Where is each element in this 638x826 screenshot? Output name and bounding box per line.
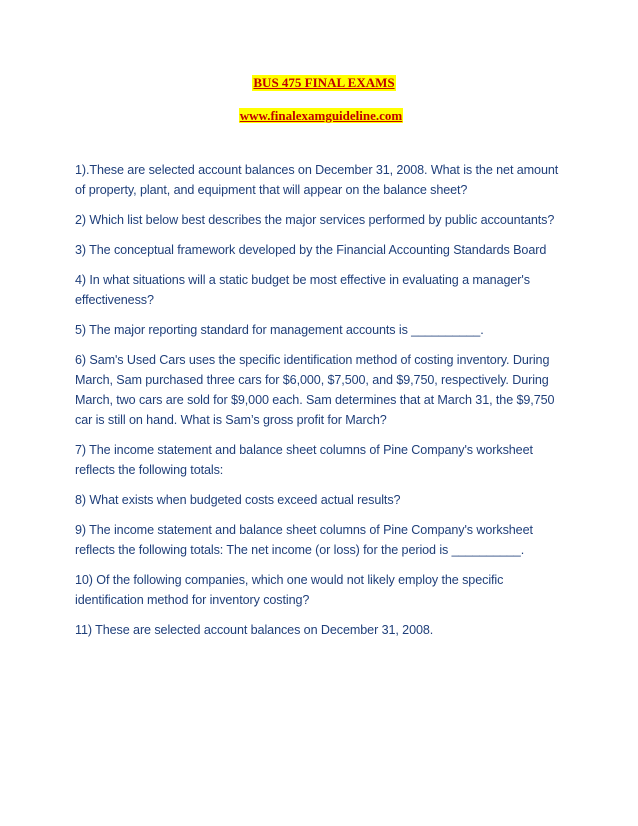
question-list (75, 160, 567, 650)
question-item: 1).These are selected account balances on December 31, 2008. What is the net amount of property, plant, and equipment that will appear on the balance sheet? (75, 163, 559, 197)
question-item: 5) The major reporting standard for management accounts is __________. (75, 323, 484, 337)
question-item: 10) Of the following companies, which one would not likely employ the specific identification method for inventory costing? (75, 573, 504, 607)
document-header (0, 74, 638, 124)
document-title: BUS 475 FINAL EXAMS (253, 75, 395, 90)
question-item: 9) The income statement and balance sheet columns of Pine Company's worksheet reflects the following totals: The net income (or loss) for the period is __________. (75, 523, 533, 557)
question-item: 6) Sam's Used Cars uses the specific identification method of costing inventory. During March, Sam purchased three cars for $6,000, $7,500, and $9,750, respectively. During March, two cars are sold for $9,000 each. Sam determines that at March 31, the $9,750 car is still on hand. What is Sam’s gross profit for March? (75, 353, 555, 427)
website-link[interactable]: www.finalexamguideline.com (239, 108, 403, 123)
question-item: 11) These are selected account balances on December 31, 2008. (75, 623, 434, 637)
question-item: 7) The income statement and balance sheet columns of Pine Company's worksheet reflects the following totals: (75, 443, 533, 477)
question-item: 8) What exists when budgeted costs exceed actual results? (75, 493, 401, 507)
question-item: 2) Which list below best describes the major services performed by public accountants? (75, 213, 555, 227)
question-item: 3) The conceptual framework developed by the Financial Accounting Standards Board (75, 243, 547, 257)
website-line (0, 108, 638, 124)
question-item: 4) In what situations will a static budget be most effective in evaluating a manager's effectiveness? (75, 273, 530, 307)
